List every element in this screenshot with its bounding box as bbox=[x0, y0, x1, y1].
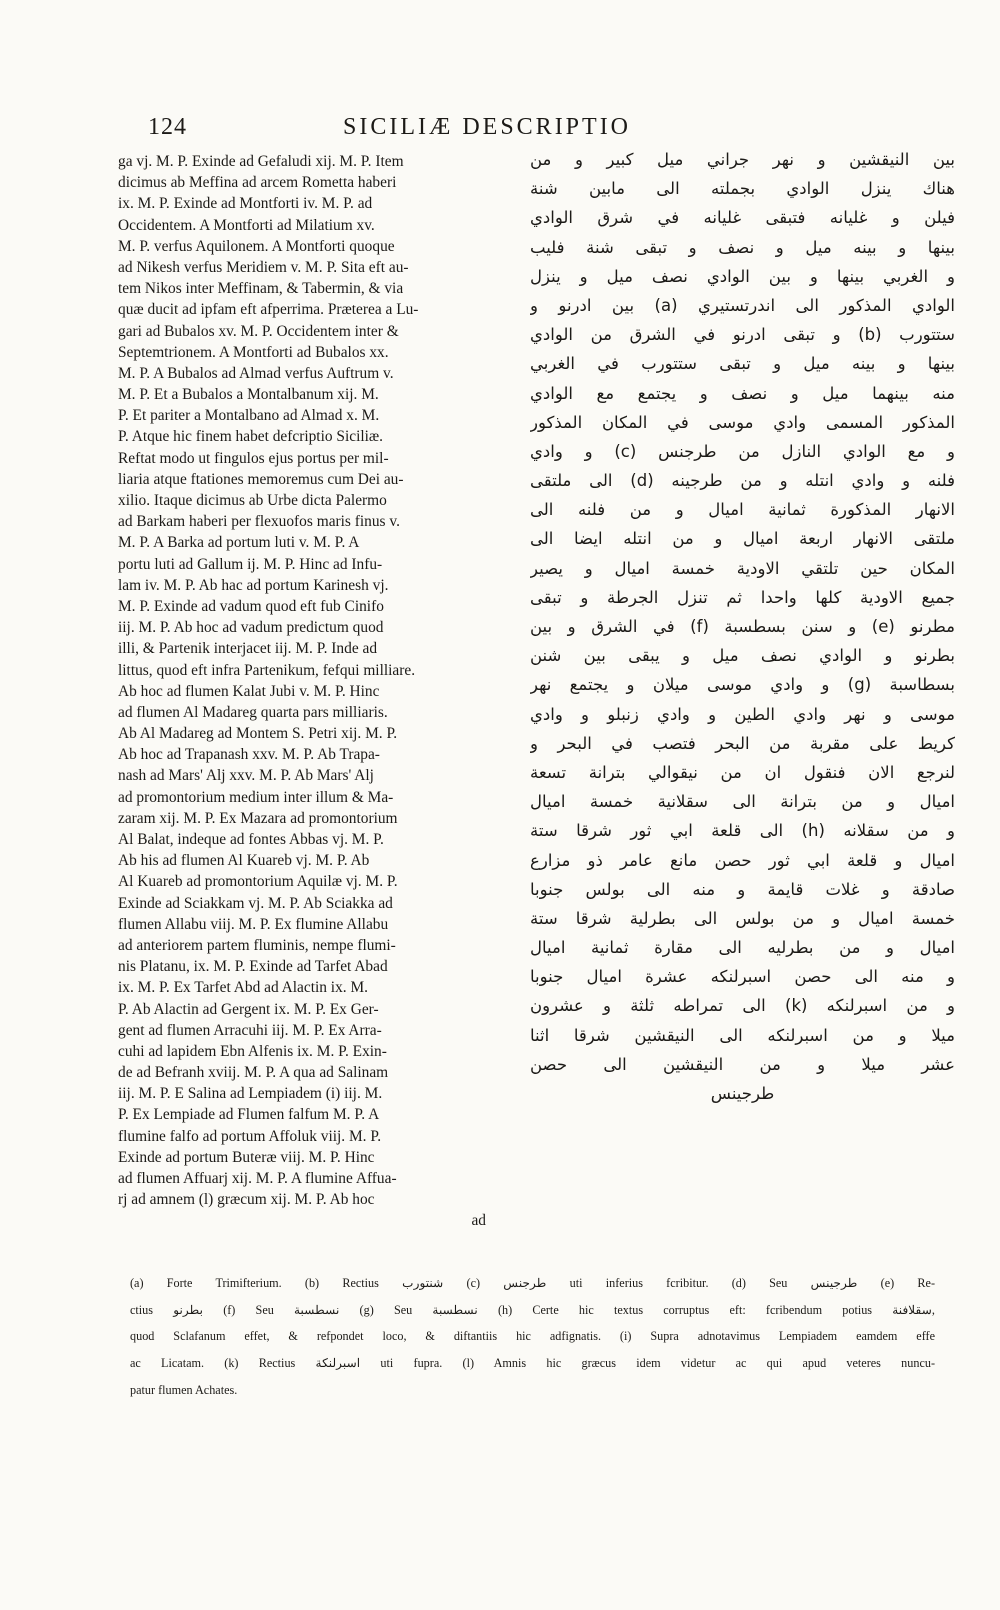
latin-text-line: tem Nikos inter Meffinam, & Tabermin, & via bbox=[118, 280, 404, 298]
arabic-text-column bbox=[530, 145, 955, 1108]
latin-text-line: M. P. Et a Bubalos a Montalbanum xij. M. bbox=[118, 386, 379, 404]
latin-text-line: ad promontorium medium inter illum & Ma- bbox=[118, 788, 394, 806]
latin-text-line: Exinde ad portum Buteræ viij. M. P. Hinc bbox=[118, 1148, 375, 1166]
arabic-text-line: و من اسبرلنكه (k) الى تمراطه ثلثة و عشرون bbox=[530, 996, 955, 1016]
latin-text-line: rj ad amnem (l) græcum xij. M. P. Ab hoc bbox=[118, 1191, 375, 1209]
arabic-text-line: المكان حين تلتقي الاودية خمسة اميال و يصير bbox=[530, 558, 955, 578]
latin-text-line: Exinde ad Sciakkam vj. M. P. Ab Sciakka ad bbox=[118, 894, 393, 912]
footnote-line: ctius بطرنو (f) Seu نسطسبة (g) Seu نسطسبة (h) Certe hic textus corruptus eft: fcribendum potius سقلافنة, bbox=[130, 1302, 935, 1317]
arabic-text-line: بسطاسبة (g) و وادي موسى ميلان و يجتمع نهر bbox=[530, 675, 955, 695]
latin-text-line: Ab his ad flumen Al Kuareb vj. M. P. Ab bbox=[118, 852, 370, 870]
latin-text-line: P. Ex Lempiade ad Flumen falfum M. P. A bbox=[118, 1106, 380, 1124]
latin-text-line: nis Platanu, ix. M. P. Exinde ad Tarfet Abad bbox=[118, 958, 388, 976]
arabic-text-line: الوادي المذكور الى اندرتستيري (a) بين ادرنو و bbox=[530, 295, 955, 315]
latin-text-line: iij. M. P. Ab hoc ad vadum predictum quod bbox=[118, 619, 384, 637]
arabic-text-line: مطرنو (e) و سنن بسطسبة (f) في الشرق و بين bbox=[530, 617, 955, 636]
footnote-line: patur flumen Achates. bbox=[130, 1382, 238, 1397]
arabic-text-line: الانهار المذكورة ثمانية اميال و من فلنه الى bbox=[530, 500, 955, 520]
arabic-text-line: ملتقى الانهار اربعة اميال و من انتله ايضا الى bbox=[530, 529, 955, 549]
arabic-text-line: خمسة اميال و من بولس الى بطرلية شرقا ستة bbox=[530, 908, 955, 928]
latin-text-line: de ad Befranh xviij. M. P. A qua ad Salinam bbox=[118, 1064, 389, 1082]
latin-text-line: cuhi ad lapidem Ebn Alfenis ix. M. P. Exin- bbox=[118, 1042, 387, 1060]
arabic-text-line: لنرجع الان فنقول ان من نيقوالي بترانة تسعة bbox=[530, 762, 955, 782]
page-header bbox=[148, 114, 718, 148]
latin-text-line: Al Kuareb ad promontorium Aquilæ vj. M. P. bbox=[118, 873, 398, 891]
latin-text-column bbox=[118, 151, 503, 1232]
arabic-text-line: بينها و بينه ميل و نصف و تبقى شنة فليب bbox=[530, 237, 955, 257]
arabic-text-line: بينها و بينه ميل و تبقى ستتورب في الغربي bbox=[530, 354, 955, 374]
latin-text-line: M. P. A Barka ad portum luti v. M. P. A bbox=[118, 534, 360, 552]
arabic-text-line: اميال و من بترانة الى سقلانية خمسة اميال bbox=[530, 792, 955, 812]
arabic-text-line: بين النيقشين و نهر جراني ميل كبير و من bbox=[530, 150, 955, 169]
latin-text-line: Al Balat, indeque ad fontes Abbas vj. M. P. bbox=[118, 831, 384, 848]
latin-text-line: M. P. Exinde ad vadum quod eft fub Cinifo bbox=[118, 597, 384, 615]
latin-text-line: flumen Allabu viij. M. P. Ex flumine Allabu bbox=[118, 915, 389, 933]
footnote-line: quod Sclafanum effet, & refpondet loco, & diftantiis hic adfignatis. (i) Supra adnotavimus Lempiadem eamdem effe bbox=[130, 1329, 935, 1344]
latin-text-line: ad Barkam haberi per flexuofos maris finus v. bbox=[118, 513, 400, 531]
latin-text-line: portu luti ad Gallum ij. M. P. Hinc ad Infu- bbox=[118, 555, 383, 573]
footnote-line: (a) Forte Trimifterium. (b) Rectius شنتورب (c) طرجنس uti inferius fcribitur. (d) Seu طرجينس (e) Re- bbox=[130, 1276, 935, 1290]
latin-text-line: lam iv. M. P. Ab hac ad portum Karinesh vj. bbox=[118, 576, 389, 594]
latin-text-line: liaria atque ftationes memoremus cum Dei au- bbox=[118, 470, 404, 488]
arabic-text-line: جميع الاودية كلها واحدا ثم تنزل الجرطة و تبقى bbox=[530, 587, 955, 607]
latin-text-line: iij. M. P. E Salina ad Lempiadem (i) iij. M. bbox=[118, 1085, 383, 1103]
latin-text-line: ad flumen Affuarj xij. M. P. A flumine Affua- bbox=[118, 1170, 397, 1187]
arabic-text-line: اميال و قلعة ابي ثور حصن مانع عامر ذو مزارع bbox=[530, 850, 955, 870]
latin-text-line: ad bbox=[471, 1212, 486, 1230]
latin-text-line: P. Ab Alactin ad Gergent ix. M. P. Ex Ger- bbox=[118, 1000, 379, 1018]
arabic-text-line: عشر ميلا و من النيقشين الى حصن bbox=[530, 1054, 955, 1074]
latin-text-line: littus, quod eft infra Partenikum, fefqui milliare. bbox=[118, 661, 416, 679]
latin-text-line: ix. M. P. Exinde ad Montforti iv. M. P. ad bbox=[118, 195, 373, 213]
latin-text-line: zaram xij. M. P. Ex Mazara ad promontorium bbox=[118, 809, 398, 827]
arabic-text-line: كريط على مقربة من البحر فتصب في البحر و bbox=[530, 733, 955, 753]
latin-text-line: illi, & Partenik interjacet iij. M. P. Inde ad bbox=[118, 640, 378, 658]
latin-text-line: P. Et pariter a Montalbano ad Almad x. M. bbox=[118, 407, 380, 425]
arabic-text-line: هناك ينزل الوادي بجملته الى مابين شنة bbox=[530, 179, 955, 199]
latin-text-line: gent ad flumen Arracuhi iij. M. P. Ex Arra- bbox=[118, 1021, 382, 1039]
latin-text-line: quæ ducit ad ipfam eft afperrima. Præterea a Lu- bbox=[118, 301, 419, 319]
arabic-text-line: ميلا و من اسبرلنكه الى النيقشين شرقا اثنا bbox=[530, 1025, 955, 1045]
latin-text-line: Occidentem. A Montforti ad Milatium xv. bbox=[118, 216, 375, 234]
arabic-text-line: فيلن و غليانه فتبقى غليانه في شرق الوادي bbox=[530, 208, 955, 228]
arabic-text-line: و منه الى حصن اسبرلنكه عشرة اميال جنوبا bbox=[530, 967, 955, 987]
latin-text-line: Ab hoc ad flumen Kalat Jubi v. M. P. Hinc bbox=[118, 682, 380, 700]
latin-text-line: xilio. Itaque dicimus ab Urbe dicta Palermo bbox=[118, 492, 387, 509]
latin-text-line: M. P. verfus Aquilonem. A Montforti quoque bbox=[118, 237, 395, 255]
arabic-text-line: ستتورب (b) و تبقى ادرنو في الشرق من الوادي bbox=[530, 325, 955, 345]
latin-text-line: ad flumen Al Madareg quarta pars milliaris. bbox=[118, 703, 388, 721]
latin-text-line: Ab Al Madareg ad Montem S. Petri xij. M. P. bbox=[118, 725, 398, 743]
arabic-text-line: بطرنو و الوادي نصف ميل و يبقى بين شنن bbox=[530, 646, 955, 666]
latin-text-line: Septemtrionem. A Montforti ad Bubalos xx. bbox=[118, 343, 389, 361]
latin-text-line: M. P. A Bubalos ad Almad verfus Auftrum v. bbox=[118, 364, 394, 382]
latin-text-line: nash ad Mars' Alj xxv. M. P. Ab Mars' Alj bbox=[118, 767, 374, 785]
latin-text-line: Reftat modo ut fingulos ejus portus per mil- bbox=[118, 449, 389, 467]
arabic-text-line: و الغربي بينها و بين الوادي نصف ميل و ينزل bbox=[530, 266, 955, 286]
arabic-text-line: المذكور المسمى وادي موسى في المكان المذكور bbox=[530, 412, 955, 432]
arabic-text-line: اميال و من بطرليه الى مقارة ثمانية اميال bbox=[530, 938, 955, 958]
latin-text-line: ga vj. M. P. Exinde ad Gefaludi xij. M. P. Item bbox=[118, 153, 404, 170]
running-title: SICILIÆ DESCRIPTIO bbox=[343, 114, 632, 140]
footnote-line: ac Licatam. (k) Rectius اسبرلنكة uti fupra. (l) Amnis hic græcus idem videtur ac qui apud veteres nuncu- bbox=[130, 1356, 935, 1371]
latin-text-line: Ab hoc ad Trapanash xxv. M. P. Ab Trapa- bbox=[118, 746, 380, 764]
latin-text-line: flumine falfo ad portum Affoluk viij. M. P. bbox=[118, 1127, 382, 1145]
latin-text-line: P. Atque hic finem habet defcriptio Siciliæ. bbox=[118, 428, 384, 446]
page-number: 124 bbox=[148, 114, 187, 140]
latin-text-line: dicimus ab Meffina ad arcem Rometta haberi bbox=[118, 174, 397, 192]
arabic-text-line: و مع الوادي النازل من طرجنس (c) و وادي bbox=[530, 441, 955, 461]
arabic-text-line: صادقة و غلات قايمة و منه الى بولس جنوبا bbox=[530, 879, 955, 899]
arabic-text-line: فلنه و وادي انتله و من طرجينه (d) الى ملتقى bbox=[530, 471, 955, 491]
arabic-text-line: منه بينهما ميل و نصف و يجتمع مع الوادي bbox=[530, 383, 955, 403]
latin-text-line: ad Nikesh verfus Meridiem v. M. P. Sita eft au- bbox=[118, 258, 409, 276]
latin-text-line: ix. M. P. Ex Tarfet Abd ad Alactin ix. M. bbox=[118, 979, 368, 997]
arabic-text-line: طرجينس bbox=[710, 1084, 775, 1103]
latin-text-line: gari ad Bubalos xv. M. P. Occidentem inter & bbox=[118, 322, 399, 340]
arabic-text-line: و من سقلانه (h) الى قلعة ابي ثور شرقا ستة bbox=[530, 821, 955, 841]
latin-text-line: ad anteriorem partem fluminis, nempe flumi- bbox=[118, 936, 396, 954]
footnotes bbox=[130, 1270, 935, 1403]
arabic-text-line: موسى و نهر وادي الطين و وادي زنبلو و وادي bbox=[530, 704, 955, 724]
